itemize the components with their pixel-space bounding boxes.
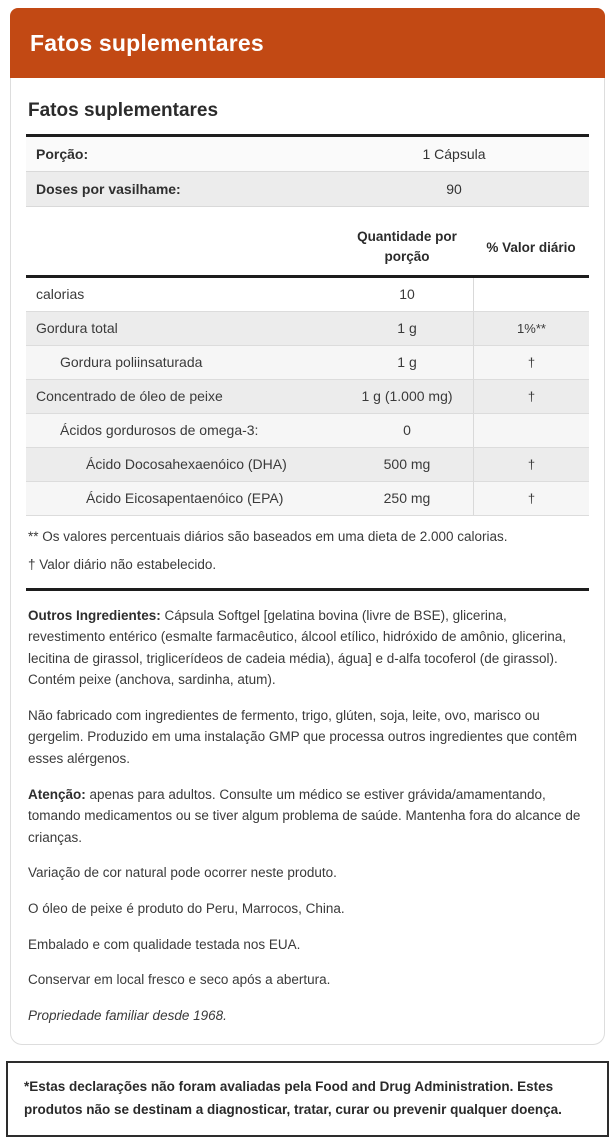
table-row-concentrado-oleo-peixe (26, 380, 589, 414)
other-ingredients-text: Cápsula Softgel [gelatina bovina (livre de BSE), glicerina, revestimento entérico (esmalte farmacêutico, álcool etílico, hidróxido de amônio, glicerina, lecitina de girassol, triglicerídeos de cadeia média), água] e d-alfa tocoferol (de girassol). Contém peixe (anchova, sardinha, atum). (28, 607, 567, 688)
serving-size-label: Porção: (36, 146, 89, 162)
nutrient-amount: 0 (403, 422, 411, 438)
other-ingredients-paragraph (28, 605, 587, 691)
servings-per-container-value: 90 (446, 181, 462, 197)
allergen-text: Não fabricado com ingredientes de fermento, trigo, glúten, soja, leite, ovo, marisco ou gergelim. Produzido em uma instalação GMP que processa outros ingredientes que contêm esses alérgenos. (28, 707, 578, 767)
nutrient-daily-value: † (473, 346, 589, 379)
table-row-calorias (26, 278, 589, 312)
nutrient-amount: 500 mg (383, 456, 431, 472)
allergen-paragraph (28, 705, 587, 770)
nutrient-amount: 1 g (1.000 mg) (361, 388, 453, 404)
servings-per-container-label: Doses por vasilhame: (36, 181, 181, 197)
banner-title: Fatos suplementares (30, 29, 264, 56)
nutrient-label: calorias (36, 286, 85, 302)
table-row-dha (26, 448, 589, 482)
column-header-amount: Quantidade por porção (357, 229, 457, 265)
nutrient-label: Ácido Docosahexaenóico (DHA) (86, 456, 287, 472)
color-variation-note: Variação de cor natural pode ocorrer neste produto. (28, 865, 337, 881)
nutrient-label: Gordura total (36, 320, 118, 336)
nutrient-label: Ácidos gordurosos de omega-3: (60, 422, 259, 438)
nutrient-daily-value: 1%** (473, 312, 589, 345)
nutrient-amount: 250 mg (383, 490, 431, 506)
nutrient-daily-value: † (473, 448, 589, 481)
footnote-percent-daily-value: ** Os valores percentuais diários são baseados em uma dieta de 2.000 calorias. (28, 528, 508, 544)
nutrient-daily-value (473, 414, 589, 447)
supplement-facts-banner (10, 8, 605, 78)
card-title: Fatos suplementares (28, 100, 219, 121)
serving-info (26, 137, 589, 207)
origin-note: O óleo de peixe é produto do Peru, Marrocos, China. (28, 901, 345, 917)
warning-paragraph (28, 784, 587, 849)
serving-size-value: 1 Cápsula (422, 146, 486, 162)
warning-lead: Atenção: (28, 786, 86, 802)
nutrient-table-body (26, 278, 589, 516)
supplement-facts-card (10, 78, 605, 1045)
table-row-epa (26, 482, 589, 516)
other-ingredients-lead: Outros Ingredientes: (28, 607, 161, 623)
family-owned-note: Propriedade familiar desde 1968. (28, 1007, 227, 1023)
table-row-gordura-total (26, 312, 589, 346)
fda-disclaimer-box (6, 1061, 609, 1137)
nutrient-amount: 10 (399, 286, 415, 302)
fda-disclaimer-text: *Estas declarações não foram avaliadas pela Food and Drug Administration. Estes produtos não se destinam a diagnosticar, tratar, curar ou prevenir qualquer doença. (24, 1079, 562, 1118)
serving-row-doses (26, 172, 589, 207)
nutrient-label: Ácido Eicosapentaenóico (EPA) (86, 490, 284, 506)
table-row-gordura-poliinsaturada (26, 346, 589, 380)
nutrient-daily-value (473, 278, 589, 311)
serving-row-porcao (26, 137, 589, 172)
table-row-acidos-omega3 (26, 414, 589, 448)
column-header-daily-value: % Valor diário (486, 239, 576, 255)
packaging-note: Embalado e com qualidade testada nos EUA. (28, 936, 301, 952)
warning-text: apenas para adultos. Consulte um médico se estiver grávida/amamentando, tomando medicamentos ou se tiver algum problema de saúde. Mantenha fora do alcance de crianças. (28, 786, 581, 845)
nutrient-daily-value: † (473, 380, 589, 413)
footnote-dagger: † Valor diário não estabelecido. (28, 556, 217, 572)
nutrient-label: Gordura poliinsaturada (60, 354, 203, 370)
storage-note: Conservar em local fresco e seco após a abertura. (28, 972, 331, 988)
nutrient-amount: 1 g (397, 354, 417, 370)
table-column-headers (26, 227, 589, 278)
nutrient-daily-value: † (473, 482, 589, 515)
divider-middle (26, 588, 589, 591)
nutrient-label: Concentrado de óleo de peixe (36, 388, 223, 404)
nutrient-amount: 1 g (397, 320, 417, 336)
